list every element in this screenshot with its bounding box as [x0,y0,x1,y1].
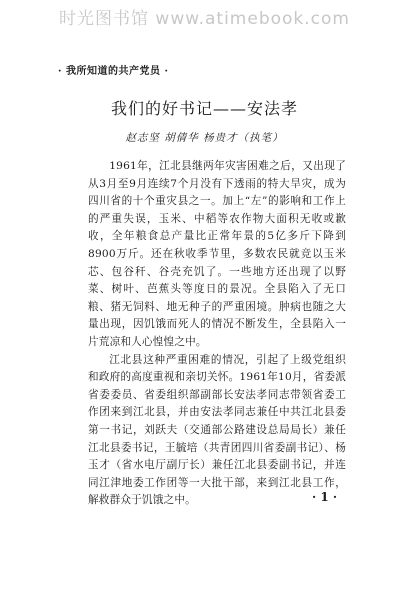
article-authors: 赵志坚 胡倩华 杨贵才（执笔） [125,132,284,144]
paragraph: 江北县这种严重困难的情况，引起了上级党组织和政府的高度重视和亲切关怀。1961年10月，省委派省委委员、省委组织部副部长安法孝同志带领省委工作团来到江北县，并由安法孝同志兼任中共江北县委第一书记，刘跃夫（交通部公路建设总局局长）兼任江北县委书记，王毓培（共青团四川省委副书记）、杨玉才（省水电厅副厅长）兼任江北县委副书记，并连同江津地委工作团等一大批干部，来到江北县工作，解救群众于饥饿之中。 [88,353,346,507]
series-title: · 我所知道的共产党员 · [58,66,169,77]
paragraph: 1961年，江北县继两年灾害困难之后，又出现了从3月至9月连续7个月没有下透雨的特大旱灾，成为四川省的十个重灾县之一。加上“左”的影响和工作上的严重失误，玉米、中稻等农作物大面积无收或歉收，全年粮食总产量比正常年景的5亿多斤下降到8900万斤。还在秋收季节里，多数农民就竞以玉米芯、包谷秆、谷壳充饥了。一些地方还出现了以野菜、树叶、芭蕉头等度日的景况。全县陷入了无口粮、猪无饲料、地无种子的严重困境。肿病也随之大量出现，因饥饿而死人的情况不断发生，全县陷入一片荒凉和人心惶惶之中。 [88,160,346,348]
page-number: · 1 · [312,490,338,504]
article-body [88,158,346,510]
article-title: 我们的好书记——安法孝 [110,99,298,118]
watermark: 时光图书馆 www.atimebook.com [59,9,350,29]
